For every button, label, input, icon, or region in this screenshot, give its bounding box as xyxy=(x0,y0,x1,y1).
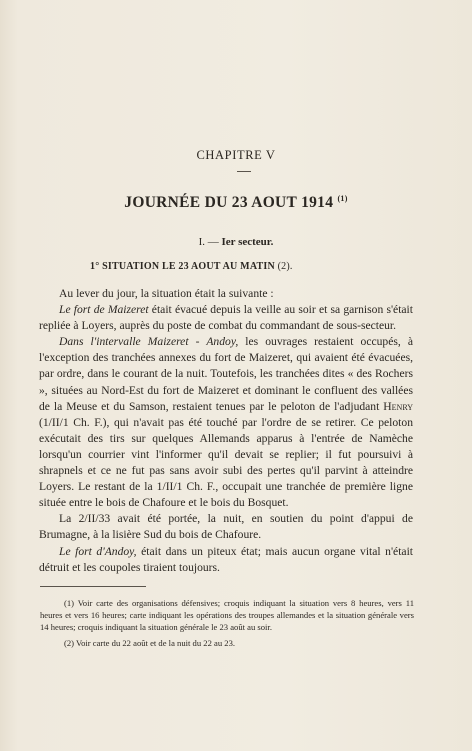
subheading-ref: (2). xyxy=(274,261,293,272)
paragraph-5 xyxy=(39,544,413,576)
body-text xyxy=(39,286,413,576)
paragraph-3-name: Henry xyxy=(383,399,413,413)
footnote-2: (2) Voir carte du 22 août et de la nuit du 22 au 23. xyxy=(64,637,236,648)
paragraph-3-lead: Dans l'intervalle Maizeret - Andoy, xyxy=(59,335,239,349)
paragraph-1: Au lever du jour, la situation était la suivante : xyxy=(59,287,274,300)
section-label: Ier secteur. xyxy=(221,236,274,248)
paragraph-4: La 2/II/33 avait été portée, la nuit, en soutien du point d'appui de Brumagne, à la lisière Sud du bois de Chafoure. xyxy=(39,512,413,542)
paragraph-3-text-b: (1/II/1 Ch. F.), qui n'avait pas été touché par l'ordre de se retirer. Ce peloton exécutait des tirs sur quelques Allemands apparus à l'entrée de Namèche lorsqu'un courrier vint l'informer qu'il devait se replier; il fut poursuivi à shrapnels et ce ne fut pas sans avoir subi des pertes qu'il parvint à atteindre Loyers. Le restant de la 1/II/1 Ch. F., occupait une tranchée de première ligne située entre le bois de Chafoure et le bois du Bosquet. xyxy=(39,415,413,510)
paragraph-5-lead: Le fort d'Andoy, xyxy=(59,544,137,558)
footnotes xyxy=(40,597,414,652)
chapter-title xyxy=(0,194,472,212)
paragraph-2 xyxy=(39,302,413,334)
section-heading xyxy=(0,236,472,248)
paragraph-2-lead: Le fort de Maizeret xyxy=(59,303,149,317)
paragraph-5-text: était dans un piteux état; mais aucun organe vital n'était détruit et les coupoles tiraient toujours. xyxy=(39,544,414,574)
subheading-text: 1° SITUATION LE 23 AOUT AU MATIN xyxy=(90,261,275,272)
subheading xyxy=(90,261,293,272)
title-footnote-ref: (1) xyxy=(337,194,348,203)
chapter-title-text: JOURNÉE DU 23 AOUT 1914 xyxy=(124,194,334,211)
heading-rule xyxy=(237,171,251,172)
footnote-1: (1) Voir carte des organisations défensives; croquis indiquant la situation vers 8 heures, vers 11 heures et vers 16 heures; carte indiquant les opérations des troupes allemandes et la situation générale vers 14 heures; croquis indiquant la situation générale le 23 août au soir. xyxy=(40,598,414,633)
section-prefix: I. — xyxy=(198,236,222,248)
paragraph-2-text: était évacué depuis la veille au soir et sa garnison s'était repliée à Loyers, auprès du poste de combat du commandant de sous-secteur. xyxy=(39,303,413,333)
chapter-heading: CHAPITRE V xyxy=(196,148,276,162)
paragraph-3-text-a: les ouvrages restaient occupés, à l'exception des tranchées annexes du fort de Maizeret, qui avaient été évacuées, par ordre, dans le courant de la nuit. Toutefois, les tranchées dites « des Rochers », situées au Nord-Est du fort de Maizeret et dominant le confluent des vallées de la Meuse et du Samson, restaient tenues par le peloton de l'adjudant xyxy=(39,335,413,413)
footnote-rule xyxy=(40,586,146,587)
paragraph-3 xyxy=(39,334,413,511)
